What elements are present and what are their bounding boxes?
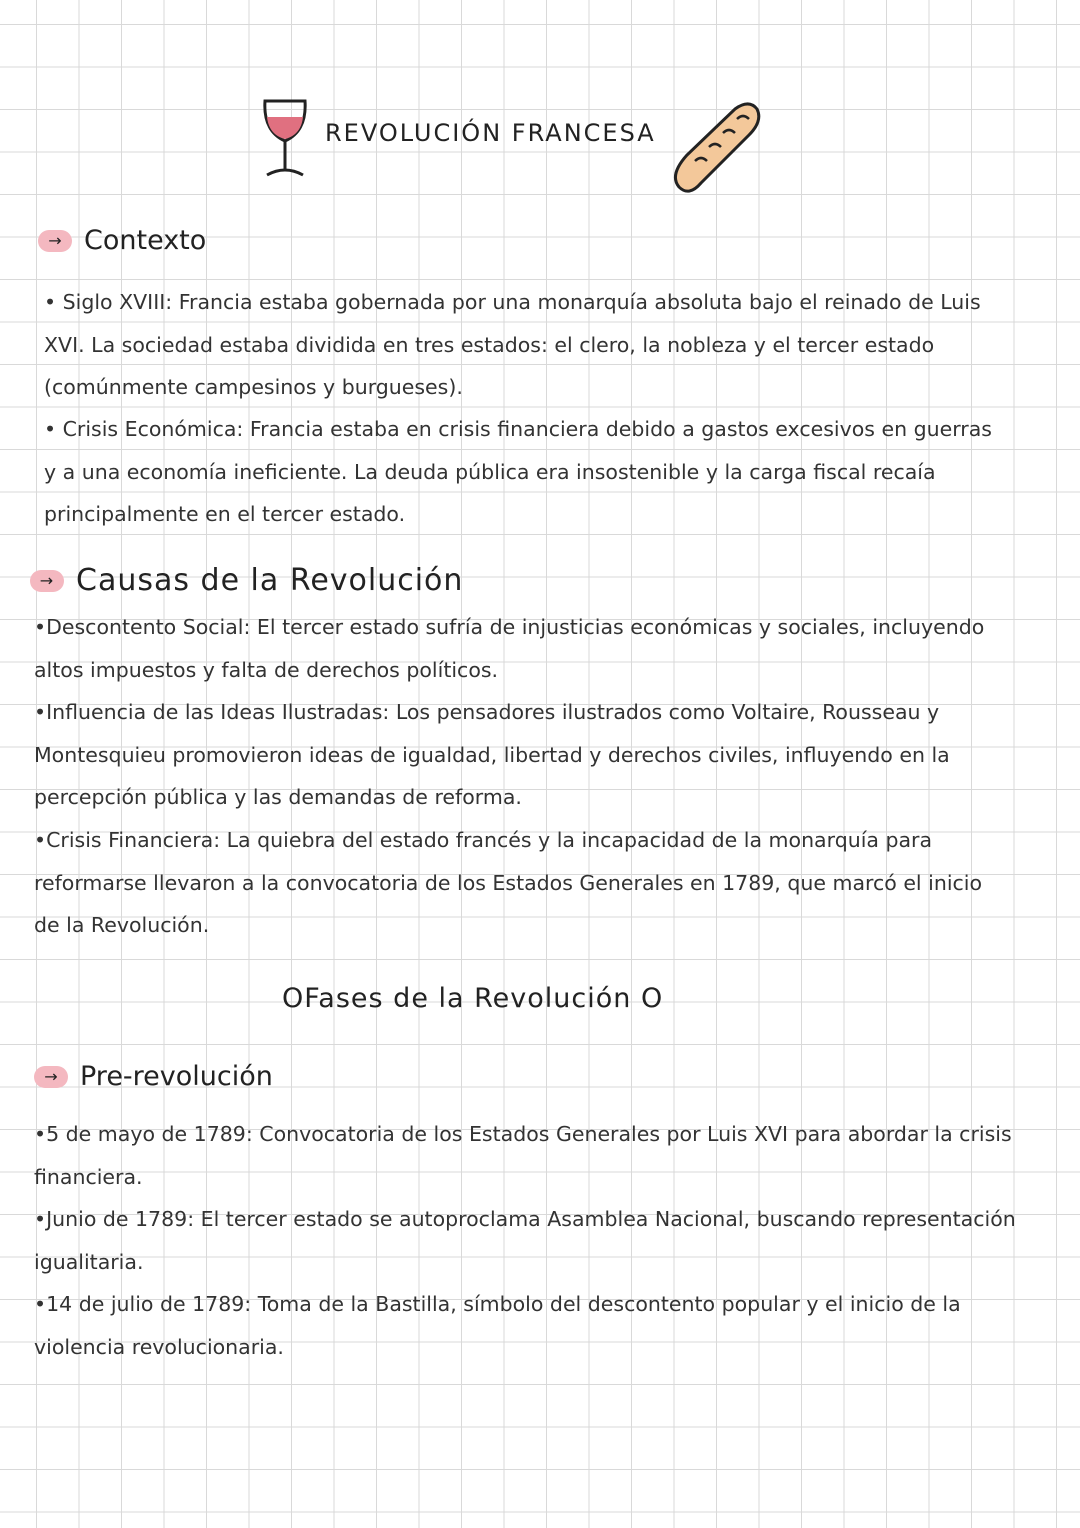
section-heading-causas <box>30 563 463 598</box>
heading-label: Pre-revolución <box>80 1061 273 1092</box>
pre-paragraph-3: •14 de julio de 1789: Toma de la Bastilla, símbolo del descontento popular y el inicio de la violencia revolucionaria. <box>34 1292 961 1359</box>
arrow-right-icon: → <box>34 1066 68 1088</box>
causas-paragraph-3: •Crisis Financiera: La quiebra del estado francés y la incapacidad de la monarquía para reformarse llevaron a la convocatoria de los Estados Generales en 1789, que marcó el inicio de la Revolución. <box>34 828 983 937</box>
section-heading-pre-revolucion <box>34 1061 273 1092</box>
wine-glass-icon <box>257 95 313 185</box>
heading-label: Contexto <box>84 225 207 256</box>
contexto-paragraph-1: • Siglo XVIII: Francia estaba gobernada por una monarquía absoluta bajo el reinado de Luis XVI. La sociedad estaba dividida en tres estados: el clero, la nobleza y el tercer estado (comúnmente campesinos y burgueses). <box>44 290 981 399</box>
pre-paragraph-1: •5 de mayo de 1789: Convocatoria de los Estados Generales por Luis XVI para abordar la crisis financiera. <box>34 1122 1012 1189</box>
title-row <box>255 95 775 205</box>
section-heading-fases: OFases de la Revolución O <box>282 983 664 1014</box>
page-title: REVOLUCIÓN FRANCESA <box>325 119 656 147</box>
baguette-icon <box>665 99 765 203</box>
section-heading-contexto <box>38 225 206 256</box>
arrow-right-icon: → <box>38 230 72 252</box>
causas-paragraph-2: •Influencia de las Ideas Ilustradas: Los pensadores ilustrados como Voltaire, Rousseau y Montesquieu promovieron ideas de igualdad, libertad y derechos civiles, influyendo en la percepción pública y las demandas de reforma. <box>34 700 950 809</box>
arrow-right-icon: → <box>30 570 64 592</box>
pre-paragraph-2: •Junio de 1789: El tercer estado se autoproclama Asamblea Nacional, buscando representación igualitaria. <box>34 1207 1016 1274</box>
heading-label: Causas de la Revolución <box>76 563 464 598</box>
contexto-paragraph-2: • Crisis Económica: Francia estaba en crisis financiera debido a gastos excesivos en guerras y a una economía ineficiente. La deuda pública era insostenible y la carga fiscal recaía principalmente en el tercer estado. <box>44 417 992 526</box>
causas-paragraph-1: •Descontento Social: El tercer estado sufría de injusticias económicas y sociales, incluyendo altos impuestos y falta de derechos políticos. <box>34 615 985 682</box>
